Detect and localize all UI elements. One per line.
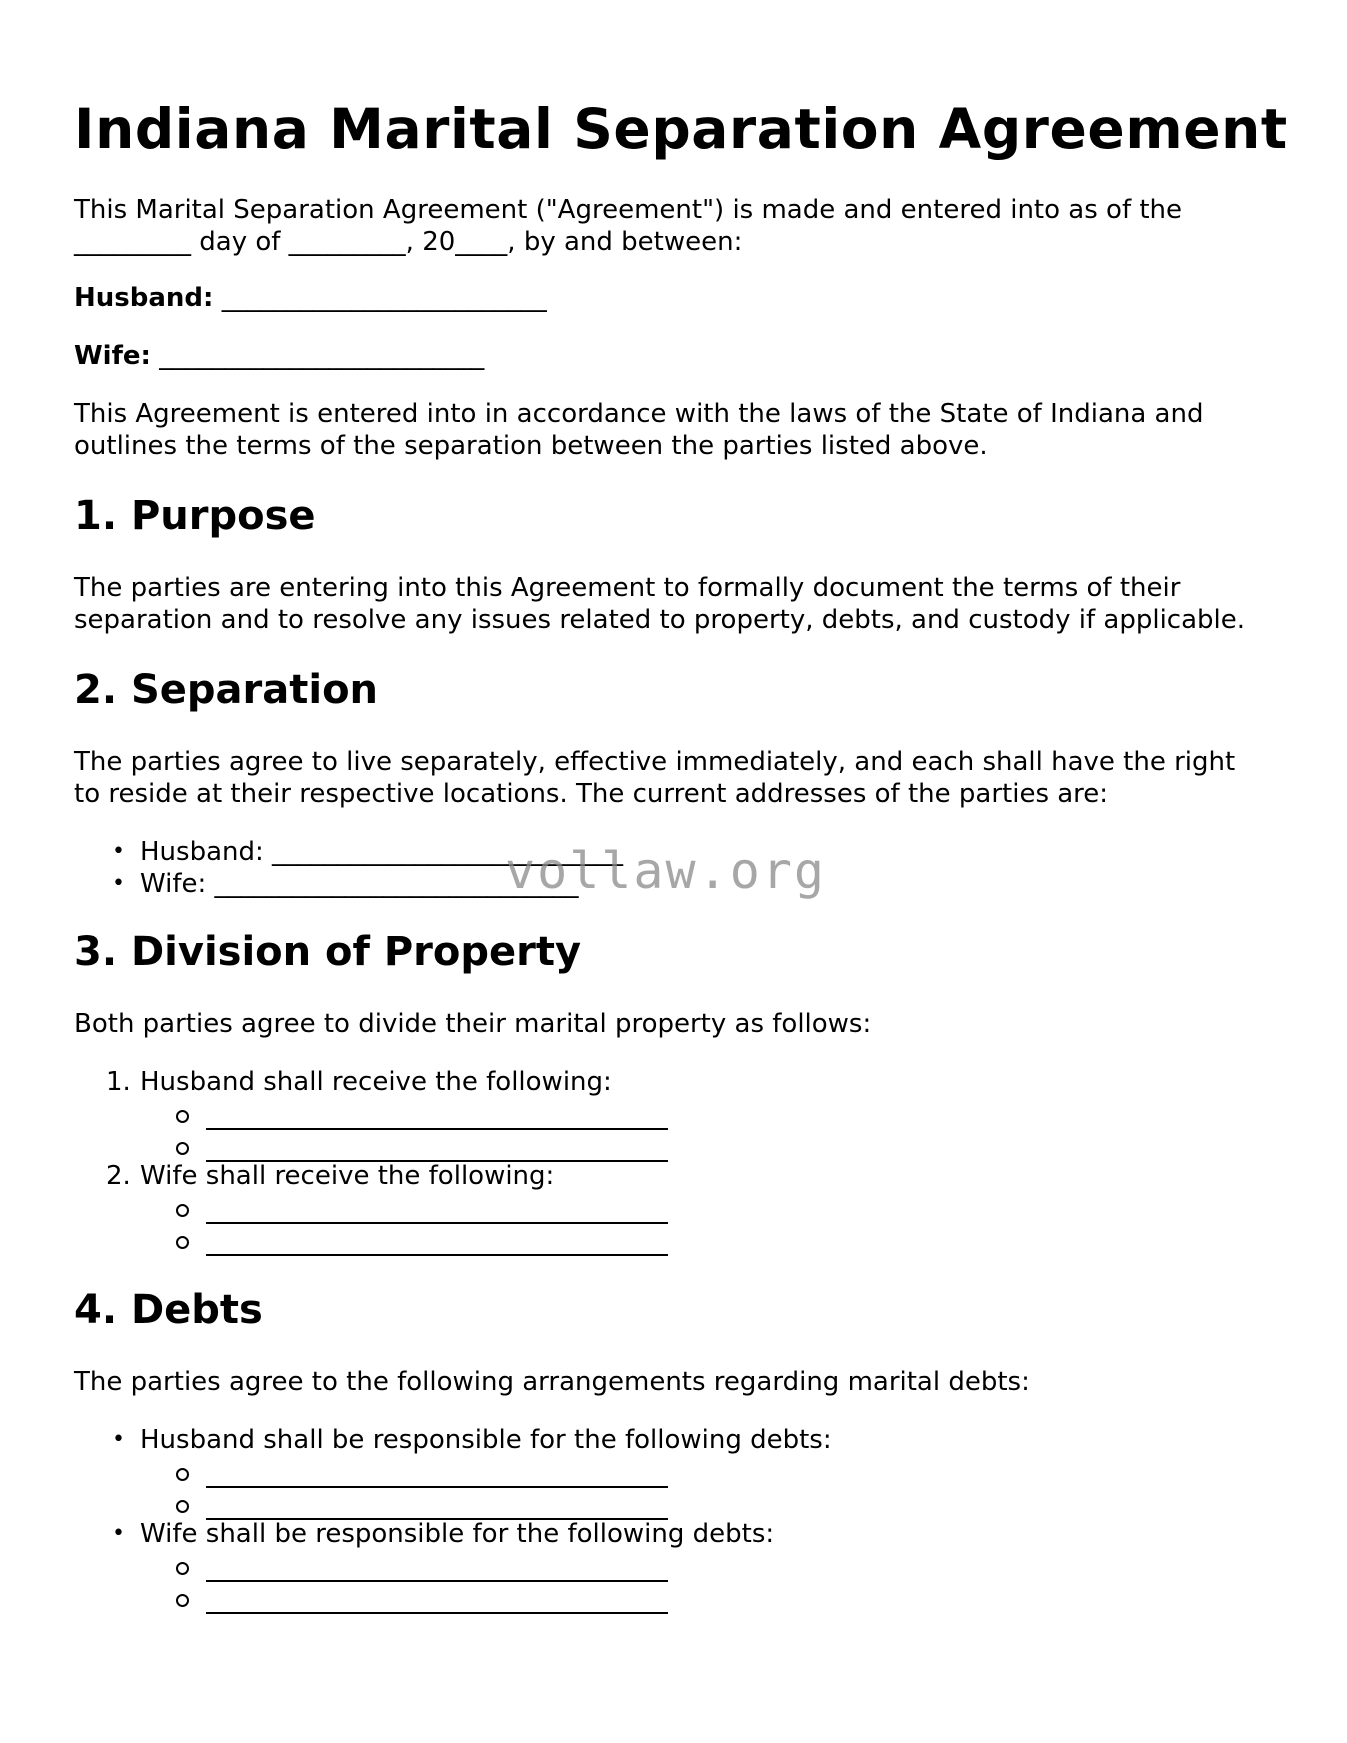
- heading-purpose: 1. Purpose: [74, 493, 316, 539]
- watermark: vollaw.org: [505, 842, 827, 900]
- wife-property-blank-2: [206, 1254, 668, 1256]
- circle-bullet-icon: [176, 1110, 189, 1123]
- wife-party-line: [74, 340, 484, 372]
- bullet-icon: •: [112, 871, 125, 896]
- bullet-icon: •: [112, 1521, 125, 1546]
- husband-name-blank: _________________________: [221, 283, 547, 313]
- husband-property-item: Husband shall receive the following:: [140, 1067, 612, 1097]
- husband-label: Husband:: [74, 283, 214, 313]
- wife-debts-blank-1: [206, 1580, 668, 1582]
- circle-bullet-icon: [176, 1236, 189, 1249]
- separation-line-1: The parties agree to live separately, effective immediately, and each shall have the right: [74, 747, 1236, 777]
- list-number: 2.: [106, 1161, 131, 1191]
- intro-line-2: _________ day of _________, 20____, by and between:: [74, 227, 743, 257]
- wife-property-blank-1: [206, 1222, 668, 1224]
- wife-debts-blank-2: [206, 1612, 668, 1614]
- circle-bullet-icon: [176, 1500, 189, 1513]
- circle-bullet-icon: [176, 1204, 189, 1217]
- heading-division-of-property: 3. Division of Property: [74, 929, 582, 975]
- heading-separation: 2. Separation: [74, 667, 379, 713]
- wife-name-blank: _________________________: [159, 341, 485, 371]
- page-title: Indiana Marital Separation Agreement: [74, 97, 1288, 161]
- circle-bullet-icon: [176, 1142, 189, 1155]
- bullet-icon: •: [112, 839, 125, 864]
- intro-line-1: This Marital Separation Agreement ("Agreement") is made and entered into as of the: [74, 195, 1183, 225]
- purpose-line-1: The parties are entering into this Agreement to formally document the terms of their: [74, 573, 1181, 603]
- accordance-line-1: This Agreement is entered into in accordance with the laws of the State of Indiana and: [74, 399, 1204, 429]
- husband-debts-blank-1: [206, 1486, 668, 1488]
- list-number: 1.: [106, 1067, 131, 1097]
- husband-property-blank-1: [206, 1128, 668, 1130]
- circle-bullet-icon: [176, 1562, 189, 1575]
- circle-bullet-icon: [176, 1594, 189, 1607]
- wife-debts-item: Wife shall be responsible for the following debts:: [140, 1519, 775, 1549]
- purpose-line-2: separation and to resolve any issues related to property, debts, and custody if applicable.: [74, 605, 1246, 635]
- wife-label: Wife:: [74, 341, 151, 371]
- wife-address-item: Wife: ____________________________: [140, 869, 579, 899]
- separation-line-2: to reside at their respective locations. The current addresses of the parties are:: [74, 779, 1109, 809]
- husband-party-line: [74, 282, 547, 314]
- property-intro: Both parties agree to divide their marital property as follows:: [74, 1009, 872, 1039]
- husband-debts-item: Husband shall be responsible for the following debts:: [140, 1425, 832, 1455]
- debts-intro: The parties agree to the following arrangements regarding marital debts:: [74, 1367, 1030, 1397]
- circle-bullet-icon: [176, 1468, 189, 1481]
- husband-address-item: Husband: ___________________________: [140, 837, 624, 867]
- wife-property-item: Wife shall receive the following:: [140, 1161, 555, 1191]
- heading-debts: 4. Debts: [74, 1287, 263, 1333]
- accordance-line-2: outlines the terms of the separation between the parties listed above.: [74, 431, 988, 461]
- bullet-icon: •: [112, 1427, 125, 1452]
